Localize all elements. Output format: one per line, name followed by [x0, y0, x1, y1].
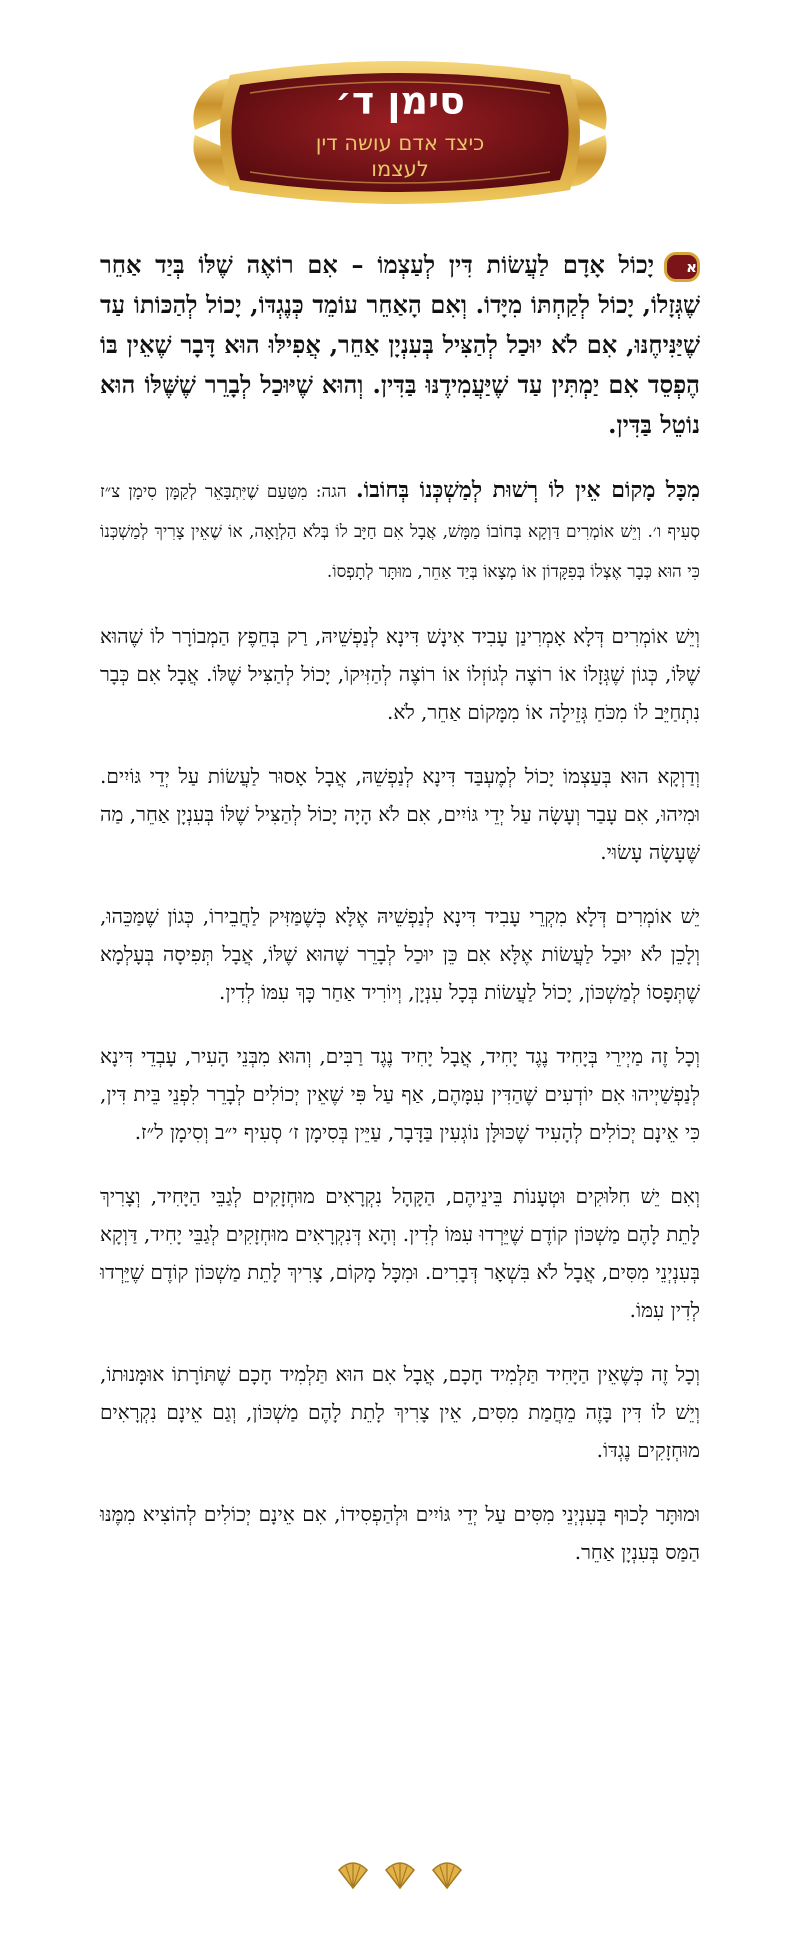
paragraph-text: וְדַוְקָא הוּא בְּעַצְמוֹ יָכוֹל לְמֶעְבַּד דִּינָא לְנַפְשֵׁהּ, אֲבָל אָסוּר לַעֲשׂוֹת עַל יְדֵי גּוֹיִים. וּמִיהוּ, אִם עָבַר וְעָשָׂה עַל יְדֵי גּוֹיִים, אִם לֹא הָיָה יָכוֹל לְהַצִּיל שֶׁלּוֹ בְּעִנְיָן אַחֵר, מַה שֶּׁעָשָׂה עָשׂוּי. — [100, 764, 700, 864]
paragraph-lead-text: מִכָּל מָקוֹם אֵין לוֹ רְשׁוּת לְמַשְׁכְּנוֹ בְּחוֹבוֹ. — [355, 477, 701, 503]
seif-marker-badge: א — [664, 252, 700, 282]
paragraph-text: וּמוּתָּר לָכוּף בְּעִנְיְנֵי מִסִּים עַל יְדֵי גּוֹיִים וּלְהַפְסִידוֹ, אִם אֵינָם יְכוֹלִים לְהוֹצִיא מִמֶּנּוּ הַמַּס בְּעִנְיָן אַחֵר. — [100, 1502, 700, 1564]
siman-subtitle-line2: לעצמו — [371, 157, 429, 181]
paragraph-7 — [100, 1177, 700, 1329]
paragraph-4 — [100, 757, 700, 871]
paragraph-text: וְכָל זֶה כְּשֶׁאֵין הַיָּחִיד תַּלְמִיד חָכָם, אֲבָל אִם הוּא תַּלְמִיד חָכָם שֶׁתּוֹרָתוֹ אוּמָּנוּתוֹ, וְיֵשׁ לוֹ דִּין בָּזֶה מֵחֲמַת מִסִּים, אֵין צָרִיךְ לָתֵת לָהֶם מַשְׁכּוֹן, וְגַם אֵינָם נִקְרָאִים מוּחְזָקִים נֶגְדּוֹ. — [100, 1362, 700, 1462]
paragraph-text: הגה: מִטַּעַם שֶׁיִּתְבָּאֵר לְקַמָּן סִימָן צ״ז סְעִיף ו׳. וְיֵשׁ אוֹמְרִים דַּוְקָא בְּחוֹבוֹ מַמָּשׁ, אֲבָל אִם חַיָּב לוֹ בְּלֹא הַלְוָאָה, אוֹ שֶׁאֵין צָרִיךְ לְמַשְׁכְּנוֹ כִּי הוּא כְּבָר אֶצְלוֹ בְּפִקָּדוֹן אוֹ מְצָאוֹ בְּיַד אַחֵר, מוּתָּר לְתָפְסוֹ. — [100, 482, 700, 582]
siman-subtitle-line1: כיצד אדם עושה דין — [315, 131, 485, 155]
paragraph-5 — [100, 897, 700, 1011]
paragraph-text: וְכָל זֶה מַיְירֵי בְּיָחִיד נֶגֶד יָחִיד, אֲבָל יָחִיד נֶגֶד רַבִּים, וְהוּא מִבְּנֵי הָעִיר, עָבְדֵי דִּינָא לְנַפְשַׁיְיהוּ אִם יוֹדְעִים שֶׁהַדִּין עִמָּהֶם, אַף עַל פִּי שֶׁאֵין יְכוֹלִים לְבָרֵר לִפְנֵי בֵּית דִּין, כִּי אֵינָם יְכוֹלִים לְהָעִיד שֶׁכּוּלָּן נוֹגְעִין בַּדָּבָר, עַיֵּין בְּסִימָן ז׳ סְעִיף י״ב וְסִימָן ל״ז. — [100, 1044, 700, 1144]
scallop-shell-icon — [335, 1860, 371, 1890]
paragraph-6 — [100, 1037, 700, 1151]
paragraph-8 — [100, 1355, 700, 1469]
paragraph-text: יָכוֹל אָדָם לַעֲשׂוֹת דִּין לְעַצְמוֹ – אִם רוֹאֶה שֶׁלּוֹ בְּיַד אַחֵר שֶׁגְּזָלוֹ, יָכוֹל לְקַחְתּוֹ מִיָּדוֹ. וְאִם הָאַחֵר עוֹמֵד כְּנֶגְדּוֹ, יָכוֹל לְהַכּוֹתוֹ עַד שֶׁיַּנִּיחֶנּוּ, אִם לֹא יוּכַל לְהַצִּיל בְּעִנְיָן אַחֵר, אֲפִילּוּ הוּא דָּבָר שֶׁאֵין בּוֹ הֶפְסֵד אִם יַמְתִּין עַד שֶׁיַּעֲמִידֶנּוּ בַּדִּין. וְהוּא שֶׁיּוּכַל לְבָרֵר שֶׁשֶּׁלּוֹ הוּא נוֹטֵל בַּדִּין. — [100, 250, 700, 439]
paragraph-seif-alef — [100, 245, 700, 445]
paragraph-text: וְאִם יֵשׁ חִלּוּקִים וּטְעָנוֹת בֵּינֵיהֶם, הַקָּהָל נִקְרָאִים מוּחְזָקִים לְגַבֵּי הַיָּחִיד, וְצָרִיךְ לָתֵת לָהֶם מַשְׁכּוֹן קוֹדֶם שֶׁיֵּרְדוּ עִמּוֹ לְדִין. וְהָא דְּנִקְרָאִים מוּחְזָקִים לְגַבֵּי יָחִיד, דַּוְקָא בְּעִנְיְנֵי מִסִּים, אֲבָל לֹא בִּשְׁאָר דְּבָרִים. וּמִכָּל מָקוֹם, צָרִיךְ לָתֵת מַשְׁכּוֹן קוֹדֶם שֶׁיֵּרְדוּ לְדִין עִמּוֹ. — [100, 1184, 700, 1322]
scallop-shell-icon — [429, 1860, 465, 1890]
paragraph-text: יֵשׁ אוֹמְרִים דְּלָא מִקְרֵי עָבִיד דִּינָא לְנַפְשֵׁיהּ אֶלָּא כְּשֶׁמַּזִּיק לַחֲבֵירוֹ, כְּגוֹן שֶׁמַּכֵּהוּ, וְלָכֵן לֹא יוּכַל לַעֲשׂוֹת אֶלָּא אִם כֵּן יוּכַל לְבָרֵר שֶׁהוּא שֶׁלּוֹ, אֲבָל תְּפִיסָה בְּעָלְמָא שֶׁתְּפָסוֹ לְמַשְׁכּוֹן, יָכוֹל לַעֲשׂוֹת בְּכָל עִנְיָן, וְיוֹרִיד אַחַר כָּךְ עִמּוֹ לְדִין. — [100, 904, 700, 1004]
scallop-shell-icon — [382, 1860, 418, 1890]
paragraph-9 — [100, 1495, 700, 1571]
paragraph-3 — [100, 617, 700, 731]
paragraph-text: וְיֵשׁ אוֹמְרִים דְּלָא אָמְרִינַן עָבִיד אִינָשׁ דִּינָא לְנַפְשֵׁיהּ, רַק בְּחֵפֶץ הַמְבוֹרָר לוֹ שֶׁהוּא שֶׁלּוֹ, כְּגוֹן שֶׁגְּזָלוֹ אוֹ רוֹצֶה לְגוֹזְלוֹ אוֹ רוֹצֶה לְהַזִּיקוֹ, יָכוֹל לְהַצִּיל שֶׁלּוֹ. אֲבָל אִם כְּבָר נִתְחַיֵּב לוֹ מִכֹּחַ גְּזֵילָה אוֹ מִמָּקוֹם אַחֵר, לֹא. — [100, 624, 700, 724]
siman-header-banner — [185, 55, 615, 210]
halacha-text-body — [100, 245, 700, 1597]
footer-ornament — [335, 1860, 465, 1900]
paragraph-2 — [100, 471, 700, 591]
siman-title: סימן ד׳ — [335, 79, 465, 123]
